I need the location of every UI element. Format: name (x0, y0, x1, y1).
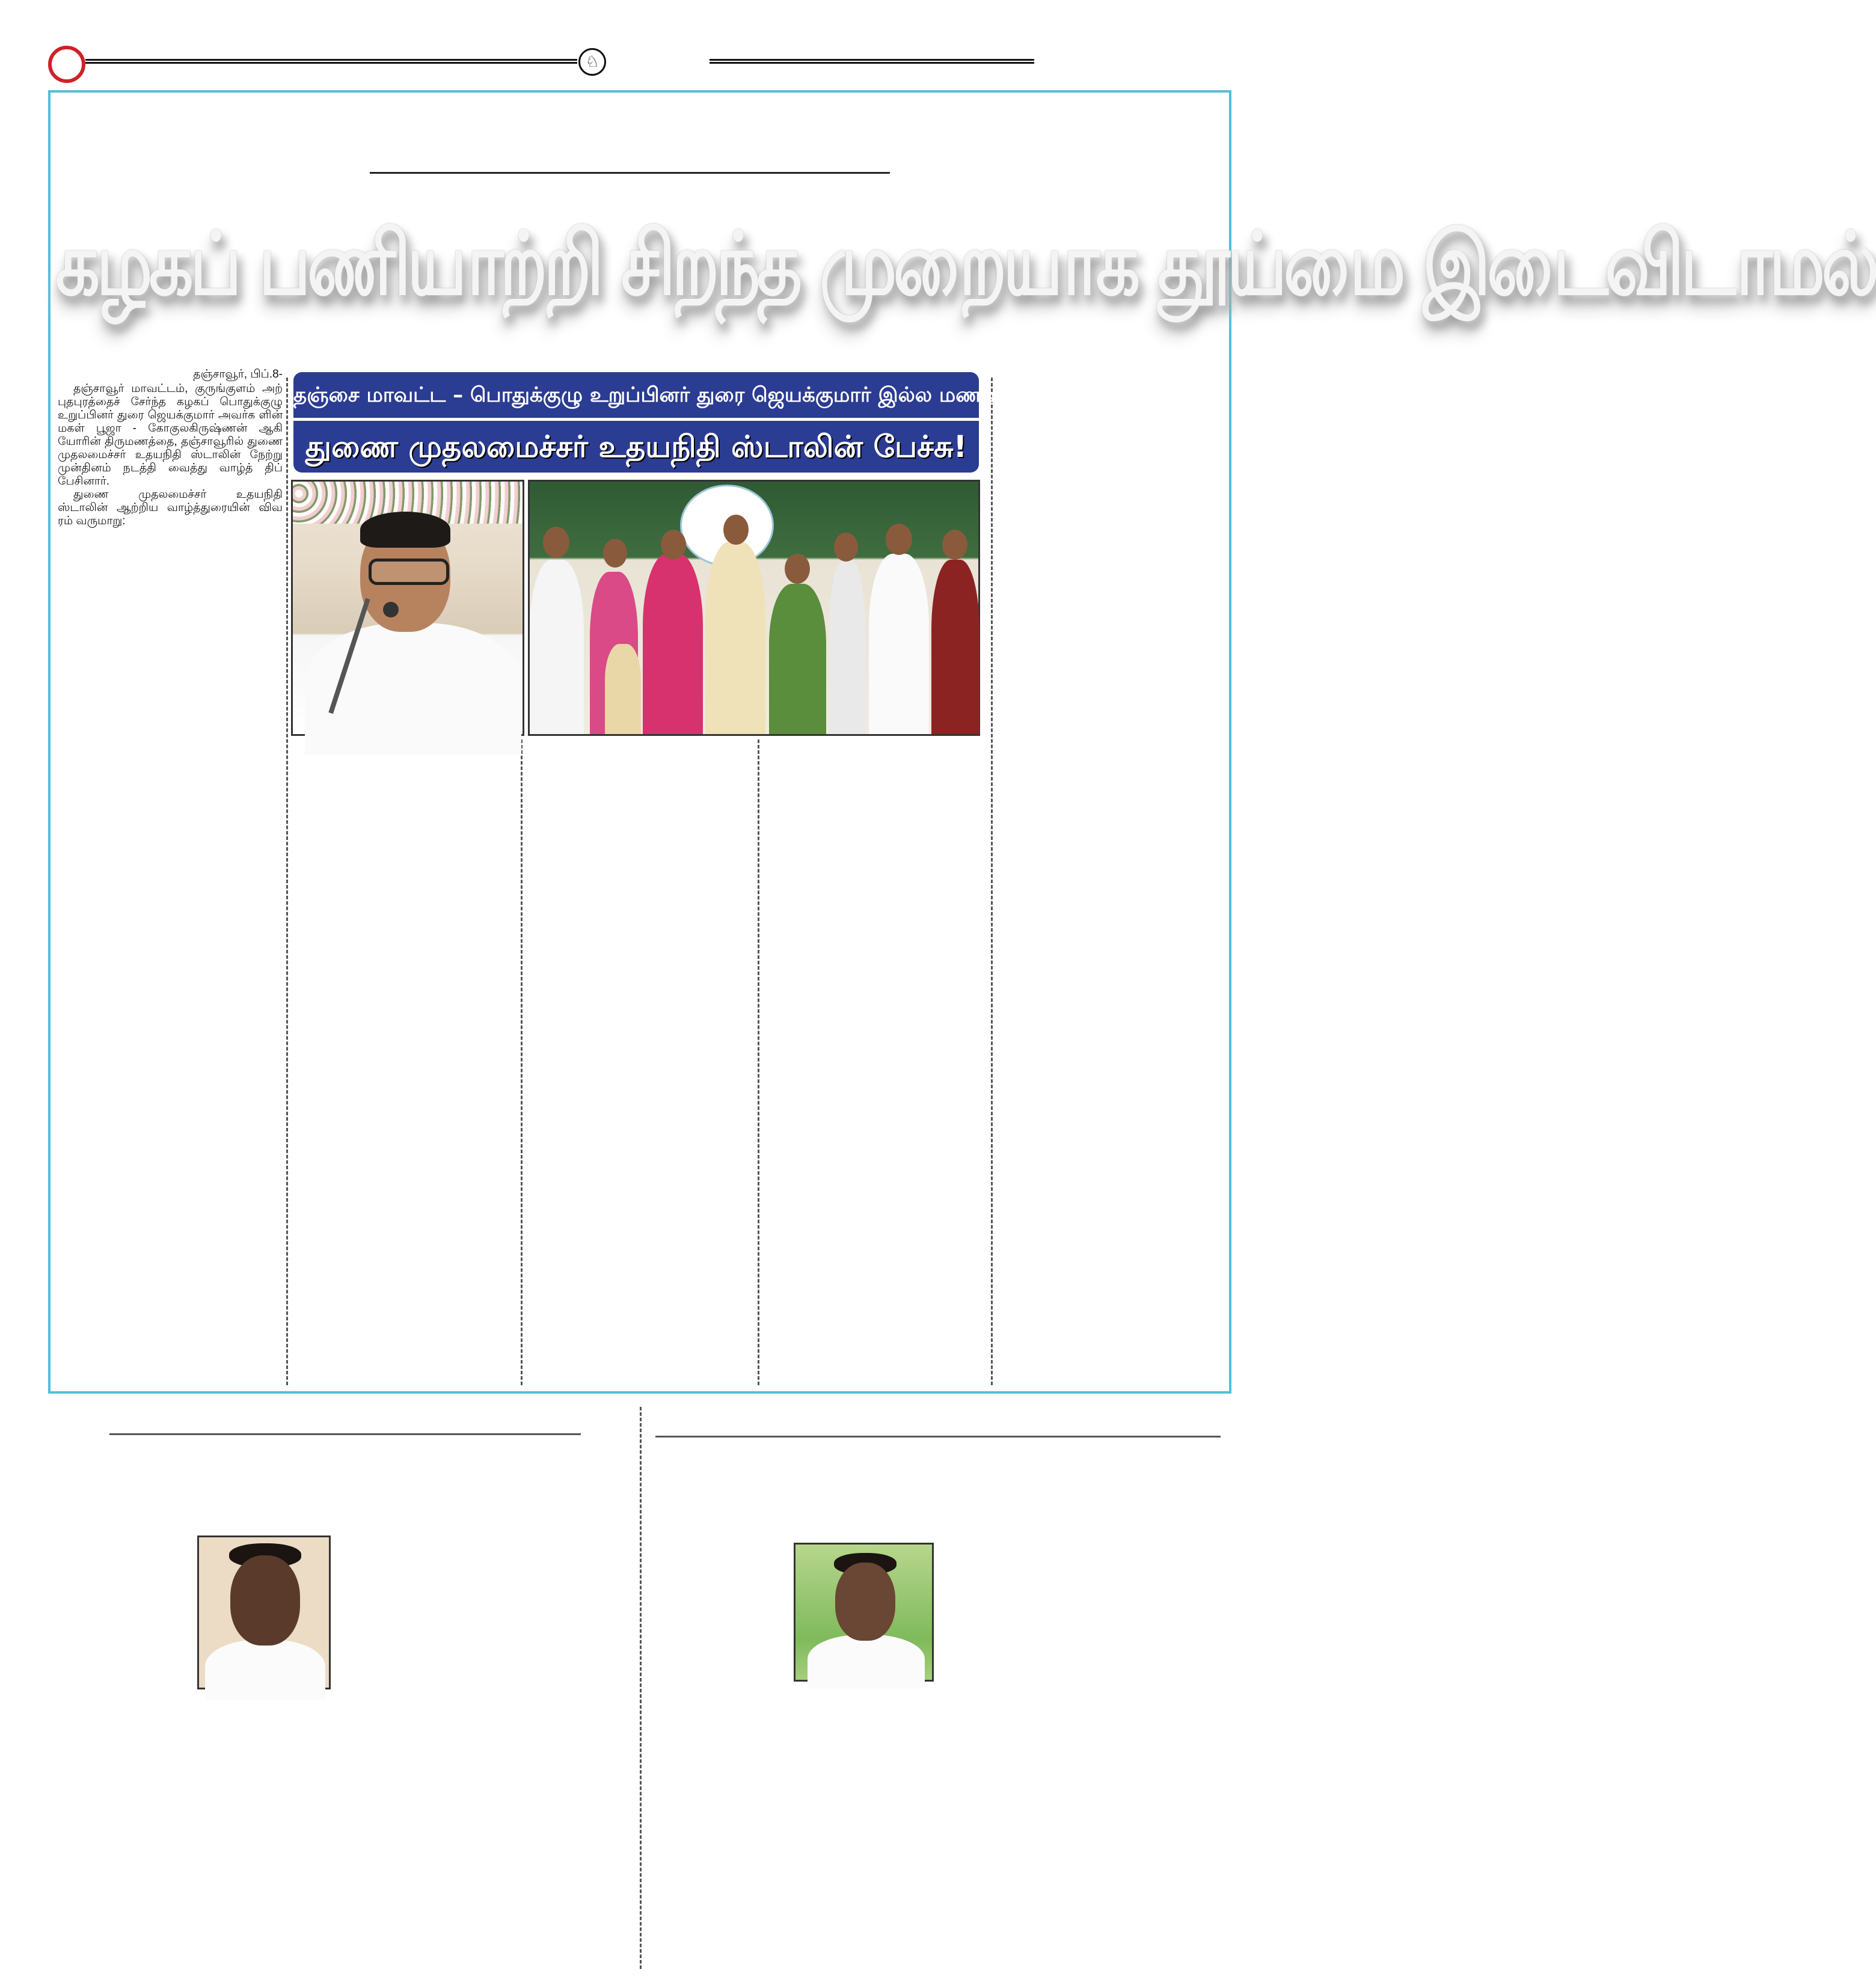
wedding-group-photo (528, 480, 980, 736)
person-head (785, 554, 810, 584)
person-figure (769, 584, 826, 734)
person-head (886, 524, 912, 555)
section-rule-left (109, 1433, 581, 1435)
person-head (543, 527, 569, 558)
column-rule (521, 739, 523, 1385)
person-head (603, 539, 627, 568)
header-rule-right (710, 59, 1034, 64)
person-head (834, 533, 858, 562)
page-number-circle (48, 46, 85, 83)
section-rule-right (655, 1436, 1221, 1438)
header-rule-left (85, 59, 577, 64)
column-rule (758, 739, 759, 1385)
speaker-photo (291, 480, 524, 736)
lead-paragraph-2: துணை முதலமைச்சர் உதயநிதி ஸ்டாலின் ஆற்றிய வாழ்த்துரையின் விவ ரம் வருமாறு: (58, 488, 283, 527)
portrait-shirt (808, 1635, 925, 1689)
portrait-face (835, 1563, 895, 1641)
portrait-shirt (205, 1640, 325, 1700)
child-figure (605, 644, 641, 734)
speaker-hair (360, 512, 450, 548)
portrait-photo-right (794, 1543, 934, 1682)
microphone-icon (383, 602, 399, 617)
groom-figure (705, 542, 765, 734)
column-rule (286, 378, 288, 1385)
article-headline: கழகப் பணியாற்றி சிறந்த முறையாக தூய்மை இடைவிடாமல் (55, 213, 1876, 315)
person-figure (931, 560, 979, 734)
person-head (661, 530, 686, 560)
kicker-rule (370, 172, 890, 174)
banner-headline: துணை முதலமைச்சர் உதயநிதி ஸ்டாலின் பேச்சு! (293, 421, 979, 473)
lower-column-divider (640, 1407, 642, 1969)
portrait-photo-left (197, 1536, 331, 1689)
portrait-face (230, 1555, 300, 1646)
elephant-emblem-icon: ♘ (578, 48, 606, 76)
column-rule (991, 378, 993, 1385)
person-figure (869, 554, 929, 734)
banner-kicker: தஞ்சை மாவட்ட – பொதுக்குழு உறுப்பினர் துரை ஜெயக்குமார் இல்ல மணவிழாவில் (293, 372, 979, 418)
glasses-icon (369, 559, 449, 585)
dateline: தஞ்சாவூர், பிப்.8- (193, 368, 283, 381)
lead-column (58, 368, 283, 528)
person-head (942, 530, 967, 560)
lead-paragraph-1: தஞ்சாவூர் மாவட்டம், குருங்குளம் அற் புதபுரத்தைச் சேர்ந்த கழகப் பொதுக்குழு உறுப்பினர் துரை ஜெயக்குமார் அவர்க ளின் மகள் பூஜா - கோகுலகிருஷ்ணன் ஆகி யோரின் திருமணத்தை, தஞ்சாவூரில் துணை முதலமைச்சர் உதயநிதி ஸ்டாலின் நேற்று முன்தினம் நடத்தி வைத்து வாழ்த் திப் பேசினார். (58, 382, 283, 488)
person-figure (530, 560, 584, 734)
person-head (723, 515, 749, 545)
person-figure (829, 560, 865, 734)
bride-figure (643, 554, 703, 734)
